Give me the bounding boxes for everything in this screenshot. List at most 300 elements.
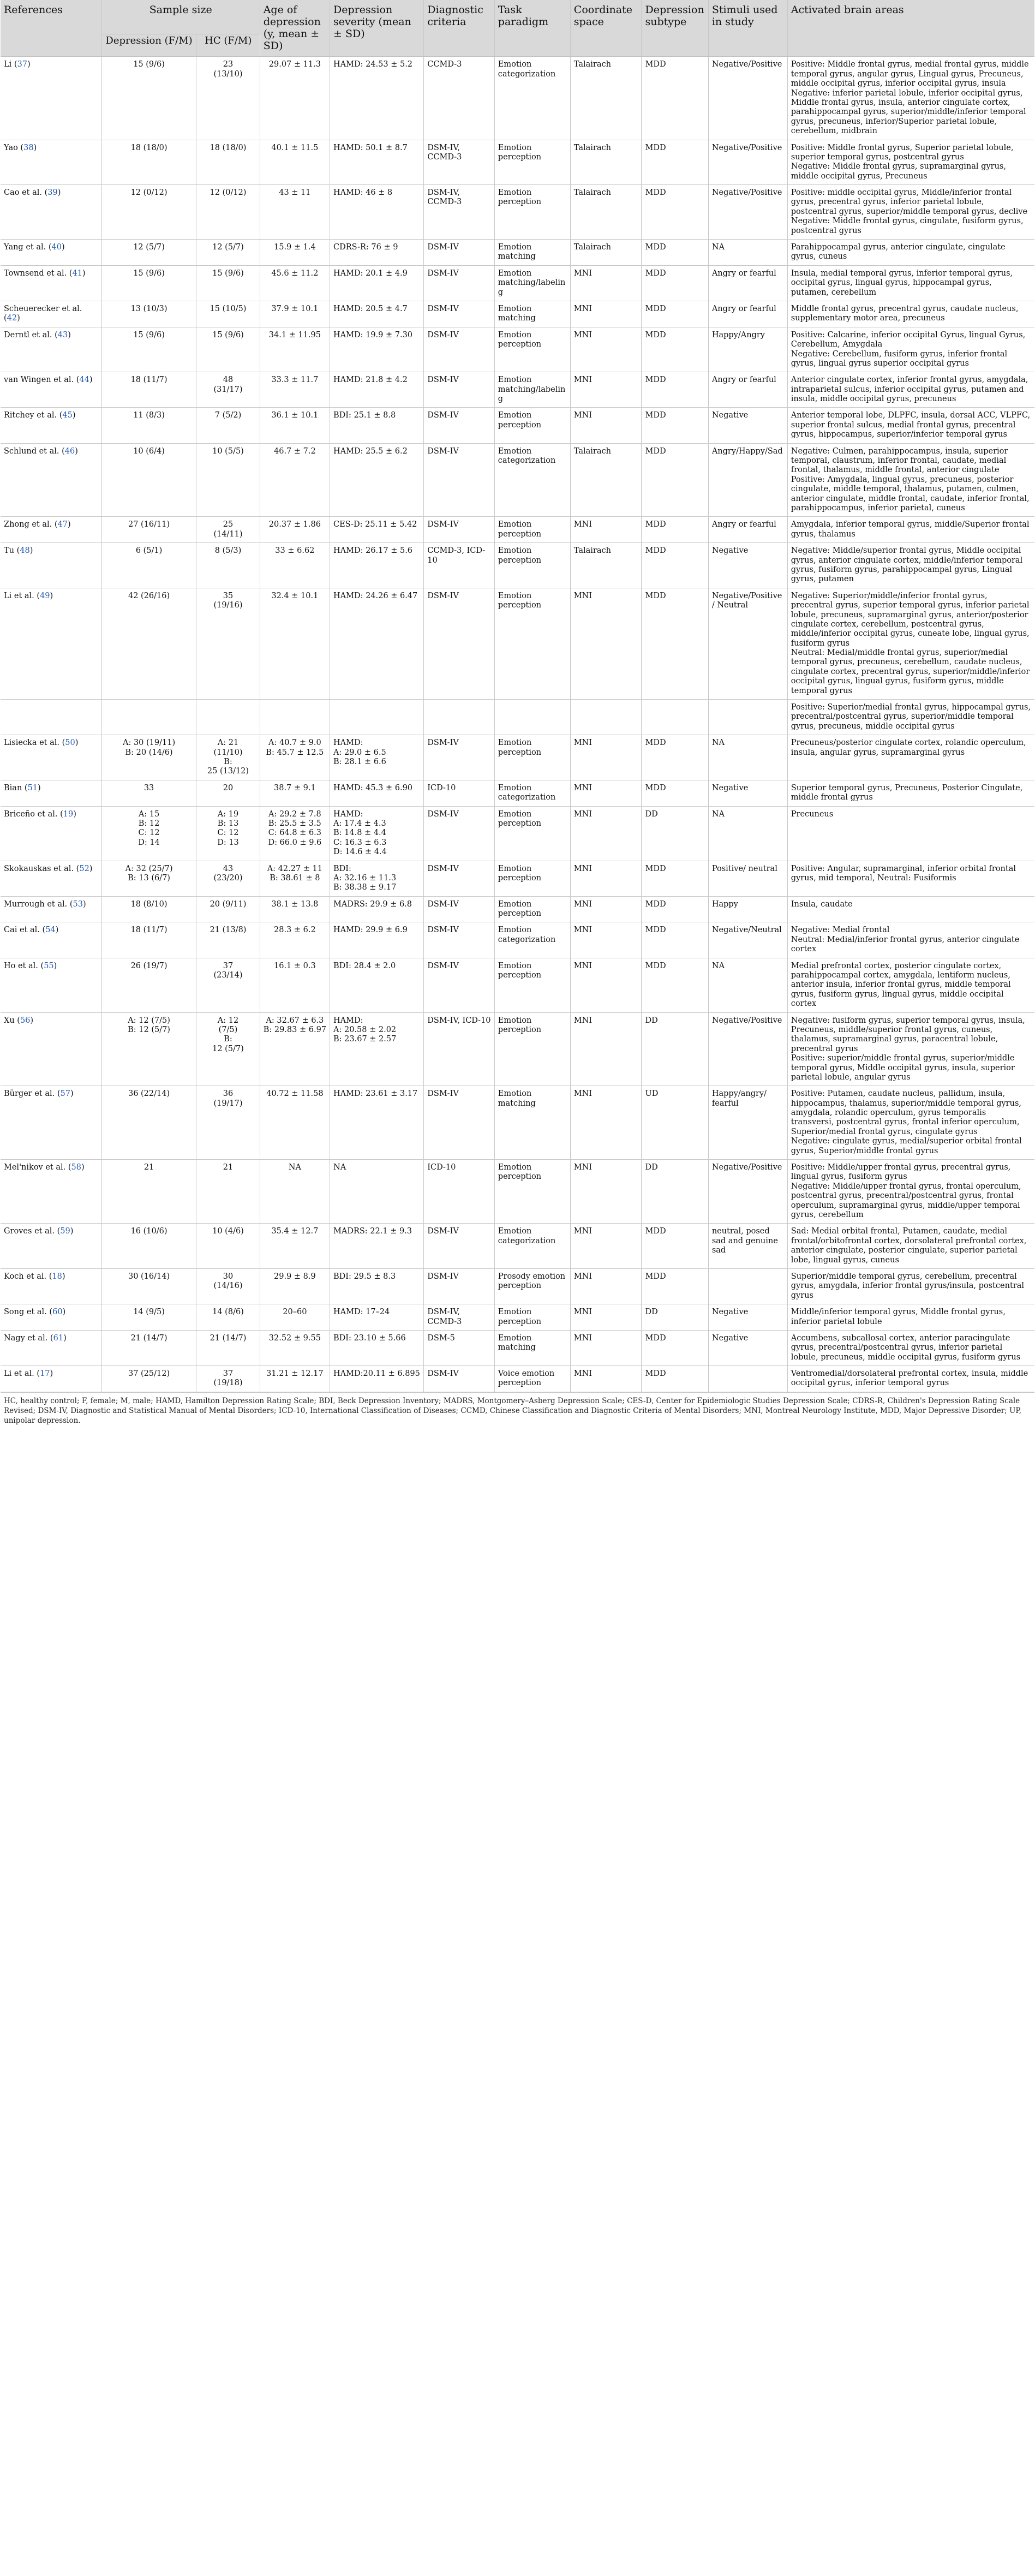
table-row: [1, 140, 1034, 185]
table-row: [1, 443, 1034, 517]
depression-sample-cell: 12 (0/12): [101, 185, 196, 240]
reference-cell: Yao (38): [1, 140, 101, 185]
diagnostic-cell: ICD-10: [424, 1160, 495, 1224]
diagnostic-cell: DSM-IV: [424, 1268, 495, 1304]
subtype-cell: DD: [642, 1304, 708, 1331]
diagnostic-cell: DSM-IV: [424, 408, 495, 443]
coordinate-cell: MNI: [570, 1160, 642, 1224]
reference-text: Ritchey et al.: [4, 411, 57, 420]
reference-cell: Mel'nikov et al. (58): [1, 1160, 101, 1224]
stimuli-cell: NA: [708, 958, 787, 1012]
hc-sample-cell: 43 (23/20): [196, 861, 260, 896]
diagnostic-cell: DSM-IV, ICD-10: [424, 1012, 495, 1086]
age-cell: 32.52 ± 9.55: [260, 1330, 330, 1365]
table-row: [1, 543, 1034, 588]
table-row: [1, 1330, 1034, 1365]
diagnostic-cell: DSM-5: [424, 1330, 495, 1365]
depression-sample-cell: 15 (9/6): [101, 57, 196, 140]
reference-text: Song et al.: [4, 1308, 47, 1317]
citation-link[interactable]: 40: [51, 243, 62, 252]
citation-link[interactable]: 61: [53, 1333, 64, 1343]
hc-sample-cell: 30 (14/16): [196, 1268, 260, 1304]
areas-cell: Positive: Calcarine, inferior occipital Gyrus, lingual Gyrus, Cerebellum, Amygdala Negative: Cerebellum, fusiform gyrus, inferior frontal gyrus, lingual gyrus superior occipital gyrus: [787, 327, 1034, 372]
reference-text: Li: [4, 60, 12, 69]
severity-cell: CES-D: 25.11 ± 5.42: [330, 517, 424, 543]
reference-text: Townsend et al.: [4, 269, 67, 278]
diagnostic-cell: DSM-IV: [424, 1224, 495, 1269]
areas-cell: Negative: fusiform gyrus, superior temporal gyrus, insula, Precuneus, middle/superior frontal gyrus, cuneus, thalamus, supramarginal gyrus, paracentral lobule, precentral gyrus Positive: superior/middle frontal gyrus, superior/middle temporal gyrus, Middle occipital gyrus, insula, superior parietal lobule, angular gyrus: [787, 1012, 1034, 1086]
age-cell: A: 42.27 ± 11 B: 38.61 ± 8: [260, 861, 330, 896]
subtype-cell: MDD: [642, 301, 708, 327]
citation-link[interactable]: 59: [60, 1227, 70, 1236]
subtype-cell: MDD: [642, 1268, 708, 1304]
citation-link[interactable]: 57: [60, 1089, 70, 1099]
subtype-cell: UD: [642, 1086, 708, 1160]
reference-cell: Bürger et al. (57): [1, 1086, 101, 1160]
coordinate-cell: MNI: [570, 922, 642, 958]
diagnostic-cell: DSM-IV: [424, 588, 495, 699]
stimuli-cell: Negative: [708, 1304, 787, 1331]
stimuli-cell: Angry or fearful: [708, 517, 787, 543]
severity-cell: BDI: 25.1 ± 8.8: [330, 408, 424, 443]
age-cell: 34.1 ± 11.95: [260, 327, 330, 372]
diagnostic-cell: DSM-IV, CCMD-3: [424, 140, 495, 185]
severity-cell: HAMD: 17–24: [330, 1304, 424, 1331]
stimuli-cell: Positive/ neutral: [708, 861, 787, 896]
depression-sample-cell: 12 (5/7): [101, 240, 196, 266]
diagnostic-cell: DSM-IV, CCMD-3: [424, 185, 495, 240]
severity-cell: [330, 700, 424, 735]
citation-link[interactable]: 55: [44, 961, 54, 970]
areas-cell: Positive: Middle frontal gyrus, medial frontal gyrus, middle temporal gyrus, angular gyrus, Lingual gyrus, Precuneus, middle occipital gyrus, inferior occipital gyrus, insula Negative: inferior parietal lobule, inferior occipital gyrus, Middle frontal gyrus, insula, anterior cingulate cortex, parahippocampal gyrus, superior/middle/inferior temporal gyrus, precuneus, inferior/Superior parietal lobule, cerebellum, midbrain: [787, 57, 1034, 140]
task-cell: [494, 700, 570, 735]
reference-cell: Koch et al. (18): [1, 1268, 101, 1304]
areas-cell: Precuneus: [787, 806, 1034, 861]
age-cell: 43 ± 11: [260, 185, 330, 240]
reference-cell: Schlund et al. (46): [1, 443, 101, 517]
reference-text: Ho et al.: [4, 961, 38, 970]
diagnostic-cell: DSM-IV: [424, 517, 495, 543]
subtype-cell: MDD: [642, 443, 708, 517]
citation-link[interactable]: 51: [27, 783, 38, 792]
hc-sample-cell: 20: [196, 780, 260, 806]
reference-cell: Zhong et al. (47): [1, 517, 101, 543]
depression-sample-cell: 18 (8/10): [101, 896, 196, 922]
age-cell: 29.9 ± 8.9: [260, 1268, 330, 1304]
reference-cell: Tu (48): [1, 543, 101, 588]
stimuli-cell: Negative: [708, 543, 787, 588]
table-row: [1, 1366, 1034, 1392]
col-areas: Activated brain areas: [787, 0, 1034, 57]
table-row: [1, 588, 1034, 699]
age-cell: 33.3 ± 11.7: [260, 372, 330, 408]
citation-link[interactable]: 38: [23, 143, 34, 152]
depression-sample-cell: 15 (9/6): [101, 265, 196, 301]
areas-cell: Amygdala, inferior temporal gyrus, middle/Superior frontal gyrus, thalamus: [787, 517, 1034, 543]
task-cell: Emotion perception: [494, 327, 570, 372]
stimuli-cell: Negative/Positive: [708, 57, 787, 140]
stimuli-cell: NA: [708, 806, 787, 861]
depression-sample-cell: 18 (11/7): [101, 372, 196, 408]
subtype-cell: MDD: [642, 1330, 708, 1365]
task-cell: Emotion perception: [494, 185, 570, 240]
task-cell: Emotion categorization: [494, 922, 570, 958]
age-cell: 35.4 ± 12.7: [260, 1224, 330, 1269]
reference-text: van Wingen et al.: [4, 375, 74, 385]
task-cell: Emotion matching: [494, 240, 570, 266]
coordinate-cell: MNI: [570, 1330, 642, 1365]
hc-sample-cell: 20 (9/11): [196, 896, 260, 922]
hc-sample-cell: 12 (0/12): [196, 185, 260, 240]
severity-cell: HAMD: 23.61 ± 3.17: [330, 1086, 424, 1160]
stimuli-cell: Negative/Neutral: [708, 922, 787, 958]
stimuli-cell: [708, 1366, 787, 1392]
depression-sample-cell: 27 (16/11): [101, 517, 196, 543]
hc-sample-cell: 23 (13/10): [196, 57, 260, 140]
table-row: [1, 922, 1034, 958]
table-row: [1, 806, 1034, 861]
severity-cell: HAMD: 45.3 ± 6.90: [330, 780, 424, 806]
table-row: [1, 958, 1034, 1012]
depression-sample-cell: A: 12 (7/5) B: 12 (5/7): [101, 1012, 196, 1086]
subtype-cell: DD: [642, 806, 708, 861]
table-row: [1, 1086, 1034, 1160]
depression-sample-cell: 14 (9/5): [101, 1304, 196, 1331]
reference-text: Nagy et al.: [4, 1333, 48, 1343]
severity-cell: NA: [330, 1160, 424, 1224]
citation-link[interactable]: 17: [40, 1369, 50, 1379]
citation-link[interactable]: 58: [71, 1163, 81, 1172]
reference-text: Scheuerecker et al.: [4, 304, 82, 313]
reference-cell: Ho et al. (55): [1, 958, 101, 1012]
citation-link[interactable]: 42: [7, 314, 17, 323]
coordinate-cell: MNI: [570, 780, 642, 806]
areas-cell: Positive: Middle frontal gyrus, Superior parietal lobule, superior temporal gyrus, postcentral gyrus Negative: Middle frontal gyrus, supramarginal gyrus, middle occipital gyrus, Precuneus: [787, 140, 1034, 185]
coordinate-cell: Talairach: [570, 240, 642, 266]
table-row: [1, 700, 1034, 735]
reference-text: Zhong et al.: [4, 520, 52, 529]
hc-sample-cell: 7 (5/2): [196, 408, 260, 443]
reference-cell: Nagy et al. (61): [1, 1330, 101, 1365]
coordinate-cell: [570, 700, 642, 735]
depression-sample-cell: 6 (5/1): [101, 543, 196, 588]
reference-cell: Murrough et al. (53): [1, 896, 101, 922]
reference-cell: Townsend et al. (41): [1, 265, 101, 301]
age-cell: A: 29.2 ± 7.8 B: 25.5 ± 3.5 C: 64.8 ± 6.3 D: 66.0 ± 9.6: [260, 806, 330, 861]
areas-cell: Precuneus/posterior cingulate cortex, rolandic operculum, insula, angular gyrus, supramarginal gyrus: [787, 735, 1034, 780]
diagnostic-cell: [424, 700, 495, 735]
subtype-cell: MDD: [642, 408, 708, 443]
severity-cell: HAMD: 25.5 ± 6.2: [330, 443, 424, 517]
severity-cell: HAMD:20.11 ± 6.895: [330, 1366, 424, 1392]
coordinate-cell: MNI: [570, 1304, 642, 1331]
hc-sample-cell: 37 (19/18): [196, 1366, 260, 1392]
task-cell: Emotion matching/labeling: [494, 265, 570, 301]
diagnostic-cell: DSM-IV: [424, 735, 495, 780]
severity-cell: HAMD: 50.1 ± 8.7: [330, 140, 424, 185]
subtype-cell: MDD: [642, 140, 708, 185]
task-cell: Emotion categorization: [494, 780, 570, 806]
task-cell: Emotion perception: [494, 140, 570, 185]
diagnostic-cell: DSM-IV: [424, 1086, 495, 1160]
hc-sample-cell: 36 (19/17): [196, 1086, 260, 1160]
subtype-cell: MDD: [642, 57, 708, 140]
subtype-cell: MDD: [642, 185, 708, 240]
severity-cell: HAMD: 19.9 ± 7.30: [330, 327, 424, 372]
severity-cell: HAMD: A: 20.58 ± 2.02 B: 23.67 ± 2.57: [330, 1012, 424, 1086]
hc-sample-cell: 21 (14/7): [196, 1330, 260, 1365]
citation-link[interactable]: 19: [63, 809, 74, 819]
age-cell: 38.1 ± 13.8: [260, 896, 330, 922]
stimuli-cell: Angry or fearful: [708, 265, 787, 301]
areas-cell: Positive: Middle/upper frontal gyrus, precentral gyrus, lingual gyrus, fusiform gyrus Negative: Middle/upper frontal gyrus, frontal operculum, postcentral gyrus, precentral/postcentral gyrus, frontal operculum, supramarginal gyrus, middle/upper temporal gyrus, cerebellum: [787, 1160, 1034, 1224]
studies-table: [1, 0, 1034, 1392]
diagnostic-cell: DSM-IV: [424, 372, 495, 408]
severity-cell: BDI: 23.10 ± 5.66: [330, 1330, 424, 1365]
stimuli-cell: Negative/Positive: [708, 140, 787, 185]
depression-sample-cell: 42 (26/16): [101, 588, 196, 699]
subtype-cell: MDD: [642, 896, 708, 922]
diagnostic-cell: DSM-IV, CCMD-3: [424, 1304, 495, 1331]
col-stimuli: Stimuli used in study: [708, 0, 787, 57]
severity-cell: BDI: 28.4 ± 2.0: [330, 958, 424, 1012]
areas-cell: Superior/middle temporal gyrus, cerebellum, precentral gyrus, amygdala, inferior frontal gyrus/insula, postcentral gyrus: [787, 1268, 1034, 1304]
citation-link[interactable]: 44: [79, 375, 89, 385]
stimuli-cell: NA: [708, 735, 787, 780]
reference-cell: Li (37): [1, 57, 101, 140]
coordinate-cell: MNI: [570, 301, 642, 327]
depression-sample-cell: A: 30 (19/11) B: 20 (14/6): [101, 735, 196, 780]
stimuli-cell: Negative/Positive/ Neutral: [708, 588, 787, 699]
table-row: [1, 780, 1034, 806]
reference-text: Briceño et al.: [4, 809, 58, 819]
table-row: [1, 1012, 1034, 1086]
depression-sample-cell: 15 (9/6): [101, 327, 196, 372]
subtype-cell: MDD: [642, 958, 708, 1012]
areas-cell: Negative: Culmen, parahippocampus, insula, superior temporal, claustrum, inferior frontal, caudate, medial frontal, thalamus, middle frontal, anterior cingulate Positive: Amygdala, lingual gyrus, precuneus, posterior cingulate, middle temporal, thalamus, putamen, culmen, anterior cingulate, middle frontal, caudate, inferior frontal, parahippocampus, inferior parietal, cuneus: [787, 443, 1034, 517]
diagnostic-cell: DSM-IV: [424, 240, 495, 266]
diagnostic-cell: DSM-IV: [424, 861, 495, 896]
coordinate-cell: MNI: [570, 588, 642, 699]
table-row: [1, 408, 1034, 443]
depression-sample-cell: 16 (10/6): [101, 1224, 196, 1269]
col-diagnostic: Diagnostic criteria: [424, 0, 495, 57]
task-cell: Emotion perception: [494, 1160, 570, 1224]
task-cell: Emotion categorization: [494, 1224, 570, 1269]
col-age: Age of depression (y, mean ± SD): [260, 0, 330, 57]
coordinate-cell: MNI: [570, 861, 642, 896]
reference-cell: Yang et al. (40): [1, 240, 101, 266]
table-row: [1, 1160, 1034, 1224]
stimuli-cell: Negative: [708, 780, 787, 806]
citation-link[interactable]: 52: [79, 864, 89, 873]
areas-cell: Accumbens, subcallosal cortex, anterior paracingulate gyrus, precentral/postcentral gyrus, inferior parietal lobule, precuneus, middle occipital gyrus, fusiform gyrus: [787, 1330, 1034, 1365]
coordinate-cell: MNI: [570, 958, 642, 1012]
reference-text: Li et al.: [4, 591, 34, 600]
depression-sample-cell: 13 (10/3): [101, 301, 196, 327]
task-cell: Emotion perception: [494, 543, 570, 588]
stimuli-cell: [708, 700, 787, 735]
subtype-cell: MDD: [642, 1366, 708, 1392]
task-cell: Emotion matching: [494, 301, 570, 327]
depression-sample-cell: 33: [101, 780, 196, 806]
depression-sample-cell: 11 (8/3): [101, 408, 196, 443]
citation-link[interactable]: 41: [72, 269, 82, 278]
age-cell: 36.1 ± 10.1: [260, 408, 330, 443]
coordinate-cell: MNI: [570, 408, 642, 443]
subtype-cell: MDD: [642, 265, 708, 301]
reference-text: Mel'nikov et al.: [4, 1163, 66, 1172]
task-cell: Emotion matching: [494, 1330, 570, 1365]
hc-sample-cell: 25 (14/11): [196, 517, 260, 543]
age-cell: A: 40.7 ± 9.0 B: 45.7 ± 12.5: [260, 735, 330, 780]
depression-sample-cell: [101, 700, 196, 735]
task-cell: Emotion perception: [494, 735, 570, 780]
coordinate-cell: MNI: [570, 1086, 642, 1160]
hc-sample-cell: 15 (9/6): [196, 265, 260, 301]
hc-sample-cell: 21: [196, 1160, 260, 1224]
citation-link[interactable]: 50: [65, 738, 75, 748]
citation-link[interactable]: 48: [20, 546, 30, 556]
coordinate-cell: Talairach: [570, 185, 642, 240]
reference-text: Lisiecka et al.: [4, 738, 59, 748]
stimuli-cell: Happy/Angry: [708, 327, 787, 372]
reference-text: Derntl et al.: [4, 330, 52, 339]
diagnostic-cell: DSM-IV: [424, 327, 495, 372]
citation-link[interactable]: 18: [52, 1272, 62, 1281]
subtype-cell: MDD: [642, 517, 708, 543]
citation-link[interactable]: 60: [52, 1308, 63, 1317]
table-row: [1, 301, 1034, 327]
task-cell: Prosody emotion perception: [494, 1268, 570, 1304]
severity-cell: HAMD: 21.8 ± 4.2: [330, 372, 424, 408]
reference-cell: [1, 700, 101, 735]
areas-cell: Insula, caudate: [787, 896, 1034, 922]
col-references: References: [1, 0, 101, 57]
depression-sample-cell: 30 (16/14): [101, 1268, 196, 1304]
reference-cell: Xu (56): [1, 1012, 101, 1086]
reference-cell: Bian (51): [1, 780, 101, 806]
task-cell: Emotion perception: [494, 408, 570, 443]
coordinate-cell: MNI: [570, 806, 642, 861]
coordinate-cell: MNI: [570, 265, 642, 301]
age-cell: 28.3 ± 6.2: [260, 922, 330, 958]
citation-link[interactable]: 56: [20, 1016, 31, 1025]
col-severity: Depression severity (mean ± SD): [330, 0, 424, 57]
severity-cell: MADRS: 29.9 ± 6.8: [330, 896, 424, 922]
subtype-cell: MDD: [642, 543, 708, 588]
reference-text: Murrough et al.: [4, 899, 68, 909]
citation-link[interactable]: 43: [57, 330, 68, 339]
areas-cell: Positive: Putamen, caudate nucleus, pallidum, insula, hippocampus, thalamus, superior/middle temporal gyrus, amygdala, rolandic operculum, gyrus temporalis transversi, postcentral gyrus, frontal inferior operculum, Superior/medial frontal gyrus, cingulate gyrus Negative: cingulate gyrus, medial/superior orbital frontal gyrus, Superior/middle frontal gyrus: [787, 1086, 1034, 1160]
col-coordinate: Coordinate space: [570, 0, 642, 57]
depression-sample-cell: 18 (18/0): [101, 140, 196, 185]
hc-sample-cell: [196, 700, 260, 735]
table-row: [1, 1304, 1034, 1331]
table-footnote: HC, healthy control; F, female; M, male; HAMD, Hamilton Depression Rating Scale; BDI, Beck Depression Inventory; MADRS, Montgomery–Asberg Depression Scale; CES-D, Center for Epidemiologic Studies Depression Scale; CDRS-R, Children's Depression Rating Scale Revised; DSM-IV, Diagnostic and Statistical Manual of Mental Disorders; ICD-10, International Classification of Diseases; CCMD, Chinese Classification and Diagnostic Criteria of Mental Disorders; MNI, Montreal Neurology Institute, MDD, Major Depressive Disorder; UP, unipolar depression.: [1, 1392, 1034, 1429]
table-row: [1, 372, 1034, 408]
stimuli-cell: Negative/Positive: [708, 1012, 787, 1086]
task-cell: Emotion perception: [494, 1012, 570, 1086]
reference-text: Yao: [4, 143, 18, 152]
task-cell: Emotion perception: [494, 861, 570, 896]
areas-cell: Sad: Medial orbital frontal, Putamen, caudate, medial frontal/orbitofrontal cortex, dorsolateral prefrontal cortex, anterior cingulate, posterior cingulate, superior parietal lobe, lingual gyrus, cuneus: [787, 1224, 1034, 1269]
citation-link[interactable]: 49: [40, 591, 50, 600]
reference-cell: Li et al. (49): [1, 588, 101, 699]
subtype-cell: MDD: [642, 780, 708, 806]
reference-cell: Skokauskas et al. (52): [1, 861, 101, 896]
depression-sample-cell: 37 (25/12): [101, 1366, 196, 1392]
stimuli-cell: Happy: [708, 896, 787, 922]
citation-link[interactable]: 46: [64, 446, 75, 456]
stimuli-cell: [708, 1268, 787, 1304]
stimuli-cell: neutral, posed sad and genuine sad: [708, 1224, 787, 1269]
reference-text: Li et al.: [4, 1369, 34, 1379]
depression-sample-cell: 26 (19/7): [101, 958, 196, 1012]
citation-link[interactable]: 53: [73, 899, 83, 909]
coordinate-cell: MNI: [570, 896, 642, 922]
col-depression-fm: Depression (F/M): [101, 34, 196, 57]
citation-link[interactable]: 39: [47, 188, 58, 198]
reference-text: Koch et al.: [4, 1272, 47, 1281]
table-row: [1, 735, 1034, 780]
diagnostic-cell: ICD-10: [424, 780, 495, 806]
hc-sample-cell: 10 (5/5): [196, 443, 260, 517]
col-subtype: Depression subtype: [642, 0, 708, 57]
depression-sample-cell: 36 (22/14): [101, 1086, 196, 1160]
age-cell: 40.1 ± 11.5: [260, 140, 330, 185]
reference-cell: Ritchey et al. (45): [1, 408, 101, 443]
hc-sample-cell: 12 (5/7): [196, 240, 260, 266]
areas-cell: Anterior temporal lobe, DLPFC, insula, dorsal ACC, VLPFC, superior frontal sulcus, medial frontal gyrus, precentral gyrus, hippocampus, superior/inferior temporal gyrus: [787, 408, 1034, 443]
reference-cell: Scheuerecker et al. (42): [1, 301, 101, 327]
citation-link[interactable]: 45: [62, 411, 73, 420]
depression-sample-cell: 21: [101, 1160, 196, 1224]
diagnostic-cell: DSM-IV: [424, 806, 495, 861]
age-cell: NA: [260, 1160, 330, 1224]
stimuli-cell: Negative: [708, 408, 787, 443]
age-cell: 29.07 ± 11.3: [260, 57, 330, 140]
areas-cell: Insula, medial temporal gyrus, inferior temporal gyrus, occipital gyrus, lingual gyrus, hippocampal gyrus, putamen, cerebellum: [787, 265, 1034, 301]
subtype-cell: [642, 700, 708, 735]
reference-cell: Derntl et al. (43): [1, 327, 101, 372]
citation-link[interactable]: 47: [57, 520, 68, 529]
reference-cell: Lisiecka et al. (50): [1, 735, 101, 780]
coordinate-cell: MNI: [570, 372, 642, 408]
citation-link[interactable]: 37: [17, 60, 28, 69]
severity-cell: CDRS-R: 76 ± 9: [330, 240, 424, 266]
age-cell: 40.72 ± 11.58: [260, 1086, 330, 1160]
table-row: [1, 861, 1034, 896]
severity-cell: HAMD: 46 ± 8: [330, 185, 424, 240]
table-header: [1, 0, 1034, 57]
table-row: [1, 265, 1034, 301]
diagnostic-cell: DSM-IV: [424, 1366, 495, 1392]
table-row: [1, 185, 1034, 240]
citation-link[interactable]: 54: [45, 926, 56, 935]
reference-cell: Groves et al. (59): [1, 1224, 101, 1269]
reference-text: Tu: [4, 546, 15, 556]
hc-sample-cell: 15 (9/6): [196, 327, 260, 372]
hc-sample-cell: 15 (10/5): [196, 301, 260, 327]
stimuli-cell: Negative/Positive: [708, 185, 787, 240]
table-row: [1, 1268, 1034, 1304]
stimuli-cell: Angry or fearful: [708, 301, 787, 327]
hc-sample-cell: 37 (23/14): [196, 958, 260, 1012]
depression-sample-cell: 10 (6/4): [101, 443, 196, 517]
diagnostic-cell: DSM-IV: [424, 922, 495, 958]
stimuli-cell: Angry/Happy/Sad: [708, 443, 787, 517]
